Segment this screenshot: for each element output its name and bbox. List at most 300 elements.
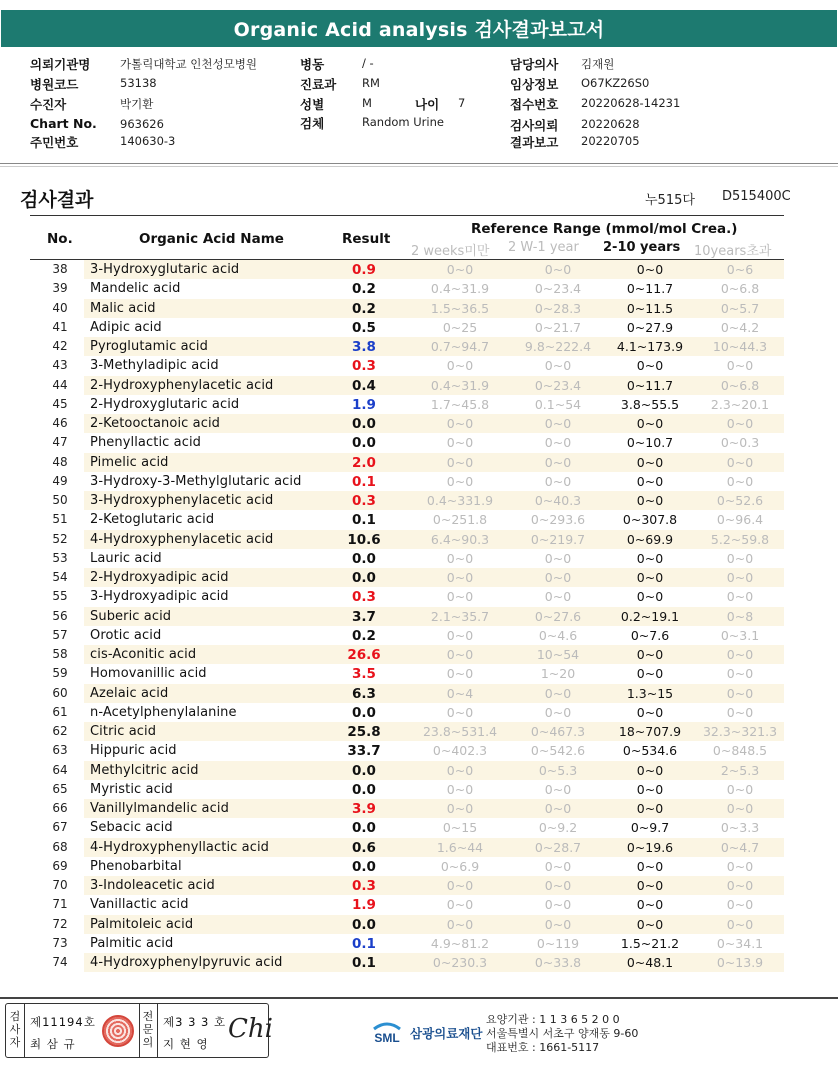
examiner-license: 제11194호 xyxy=(30,1015,96,1029)
cell-ref-10years: 0~0 xyxy=(726,454,754,470)
cell-ref-2w-1year: 0~0 xyxy=(544,704,572,720)
cell-result: 2.0 xyxy=(352,454,376,471)
cell-result: 0.0 xyxy=(352,570,376,586)
cell-result: 0.0 xyxy=(352,704,376,721)
cell-no: 48 xyxy=(52,454,68,469)
table-row xyxy=(30,915,784,934)
cell-ref-2-10years: 1.5~21.2 xyxy=(620,935,680,951)
cell-acid-name: Azelaic acid xyxy=(90,685,169,701)
cell-ref-2weeks: 0~0 xyxy=(446,762,474,778)
label-department: 진료과 xyxy=(300,77,337,92)
seal-stamp-icon xyxy=(102,1015,134,1047)
label-patient: 수진자 xyxy=(30,97,67,112)
cell-result: 0.2 xyxy=(352,281,376,298)
cell-result: 1.9 xyxy=(352,396,376,413)
cell-acid-name: Homovanillic acid xyxy=(90,666,207,682)
table-row xyxy=(30,453,784,472)
footer-divider xyxy=(0,997,838,999)
cell-ref-2-10years: 0~10.7 xyxy=(626,435,674,451)
cell-ref-2-10years: 0~0 xyxy=(636,878,664,893)
cell-ref-10years: 0~0 xyxy=(726,570,754,585)
cell-ref-2weeks: 0~0 xyxy=(446,570,474,585)
cell-ref-10years: 0~0 xyxy=(726,589,754,605)
cell-ref-2w-1year: 0~219.7 xyxy=(530,531,586,547)
cell-acid-name: Sebacic acid xyxy=(90,820,173,836)
cell-no: 41 xyxy=(52,319,68,334)
cell-result: 0.0 xyxy=(352,916,376,933)
cell-ref-2-10years: 0~0 xyxy=(636,647,664,662)
cell-ref-2w-1year: 0~27.6 xyxy=(534,608,582,624)
value-requesting-institution: 가톨릭대학교 인천성모병원 xyxy=(120,57,257,71)
cell-ref-10years: 0~6.8 xyxy=(720,377,760,393)
cell-result: 0.9 xyxy=(352,262,376,278)
cell-ref-2weeks: 0~0 xyxy=(446,473,474,489)
cell-acid-name: Adipic acid xyxy=(90,319,162,335)
label-clinical-info: 임상정보 xyxy=(510,77,559,92)
cell-no: 52 xyxy=(52,531,68,546)
cell-ref-2-10years: 4.1~173.9 xyxy=(616,339,684,354)
cell-no: 40 xyxy=(52,300,68,315)
cell-acid-name: Methylcitric acid xyxy=(90,762,199,778)
cell-ref-2-10years: 0~27.9 xyxy=(626,319,674,335)
cell-ref-2w-1year: 0~4.6 xyxy=(538,627,578,643)
cell-ref-2weeks: 0~0 xyxy=(446,416,474,431)
cell-acid-name: 3-Hydroxy-3-Methylglutaric acid xyxy=(90,473,302,489)
cell-ref-10years: 0~13.9 xyxy=(716,955,764,970)
cell-no: 50 xyxy=(52,493,68,507)
table-row xyxy=(30,568,784,587)
cell-ref-2-10years: 0~0 xyxy=(636,704,664,720)
cell-no: 61 xyxy=(52,704,68,719)
cell-ref-10years: 0~3.3 xyxy=(720,820,760,836)
cell-ref-10years: 0~0 xyxy=(726,550,754,566)
cell-ref-2-10years: 0~0 xyxy=(636,454,664,470)
cell-no: 58 xyxy=(52,647,68,661)
cell-ref-2weeks: 1.7~45.8 xyxy=(430,396,490,412)
cell-no: 65 xyxy=(52,781,68,796)
cell-no: 74 xyxy=(52,955,68,969)
cell-acid-name: 4-Hydroxyphenylacetic acid xyxy=(90,531,274,547)
cell-no: 54 xyxy=(52,570,68,584)
info-divider xyxy=(0,163,838,164)
specialist-name: 지 현 영 xyxy=(163,1037,209,1051)
cell-acid-name: 2-Ketoglutaric acid xyxy=(90,512,215,528)
cell-ref-2-10years: 0~0 xyxy=(636,416,664,431)
table-row xyxy=(30,318,784,337)
cell-ref-2-10years: 0~0 xyxy=(636,262,664,277)
cell-ref-2w-1year: 0~293.6 xyxy=(530,512,586,528)
cell-acid-name: Phenobarbital xyxy=(90,858,182,874)
cell-acid-name: 3-Hydroxyadipic acid xyxy=(90,589,229,605)
code-test: D515400C xyxy=(722,189,791,204)
cell-ref-2w-1year: 0~0 xyxy=(544,454,572,470)
cell-acid-name: Phenyllactic acid xyxy=(90,435,202,451)
cell-ref-2weeks: 23.8~531.4 xyxy=(422,724,498,739)
value-chart-no: 963626 xyxy=(120,117,164,131)
cell-ref-2weeks: 0~0 xyxy=(446,781,474,797)
cell-no: 57 xyxy=(52,627,68,642)
cell-no: 72 xyxy=(52,916,68,931)
label-receipt-no: 접수번호 xyxy=(510,97,559,112)
cell-ref-10years: 0~3.1 xyxy=(720,627,760,643)
table-row xyxy=(30,684,784,703)
cell-result: 3.8 xyxy=(352,339,376,355)
cell-ref-2weeks: 0~230.3 xyxy=(432,955,488,970)
cell-ref-2w-1year: 0~0 xyxy=(544,473,572,489)
cell-ref-2weeks: 0~4 xyxy=(446,685,474,701)
cell-ref-2weeks: 6.4~90.3 xyxy=(430,531,490,547)
cell-ref-2weeks: 0~0 xyxy=(446,916,474,932)
cell-ref-2weeks: 0~0 xyxy=(446,647,474,662)
sml-logo-icon xyxy=(370,1017,404,1051)
label-ward: 병동 xyxy=(300,57,325,72)
cell-result: 0.4 xyxy=(352,377,376,394)
cell-ref-10years: 0~0 xyxy=(726,878,754,893)
table-row xyxy=(30,472,784,491)
stamp-divider xyxy=(24,1004,25,1057)
cell-ref-2w-1year: 0~542.6 xyxy=(530,743,586,759)
cell-ref-2-10years: 0~0 xyxy=(636,473,664,489)
cell-result: 3.9 xyxy=(352,801,376,817)
cell-ref-2w-1year: 0~33.8 xyxy=(534,955,582,970)
cell-ref-2weeks: 4.9~81.2 xyxy=(430,935,490,951)
cell-acid-name: Mandelic acid xyxy=(90,281,181,297)
cell-no: 43 xyxy=(52,358,68,373)
cell-result: 10.6 xyxy=(347,531,381,548)
cell-acid-name: Malic acid xyxy=(90,300,156,316)
label-request-date: 검사의뢰 xyxy=(510,118,559,133)
cell-result: 0.3 xyxy=(352,589,376,606)
specialist-label: 전 문 의 xyxy=(142,1010,154,1049)
cell-no: 39 xyxy=(52,281,68,296)
cell-ref-2-10years: 0~11.7 xyxy=(626,377,674,393)
cell-acid-name: 2-Hydroxyadipic acid xyxy=(90,570,229,585)
cell-ref-2w-1year: 0~0 xyxy=(544,897,572,913)
cell-ref-2weeks: 0~0 xyxy=(446,435,474,451)
cell-ref-10years: 0~8 xyxy=(726,608,754,624)
cell-no: 53 xyxy=(52,550,68,565)
cell-ref-2-10years: 0~0 xyxy=(636,570,664,585)
cell-ref-2weeks: 0.7~94.7 xyxy=(430,339,490,354)
table-row xyxy=(30,857,784,876)
cell-result: 3.7 xyxy=(352,608,376,625)
value-specimen: Random Urine xyxy=(362,115,444,129)
cell-result: 1.9 xyxy=(352,897,376,914)
cell-ref-10years: 0~0 xyxy=(726,647,754,662)
organization-name: 삼광의료재단 xyxy=(410,1026,483,1041)
value-department: RM xyxy=(362,76,380,90)
table-row xyxy=(30,433,784,452)
cell-acid-name: 2-Hydroxyglutaric acid xyxy=(90,396,240,412)
cell-result: 0.5 xyxy=(352,319,376,336)
label-specimen: 검체 xyxy=(300,116,325,131)
label-resident-no: 주민번호 xyxy=(30,135,79,150)
info-divider-shadow xyxy=(0,166,838,167)
cell-result: 0.0 xyxy=(352,435,376,452)
cell-result: 0.1 xyxy=(352,512,376,529)
cell-ref-2weeks: 0~0 xyxy=(446,358,474,374)
cell-ref-2weeks: 0~25 xyxy=(442,319,478,335)
cell-acid-name: Citric acid xyxy=(90,724,157,739)
label-age: 나이 xyxy=(415,97,440,112)
cell-result: 0.0 xyxy=(352,858,376,875)
table-row xyxy=(30,838,784,857)
header-ref-2-10years: 2-10 years xyxy=(603,240,681,255)
cell-result: 6.3 xyxy=(352,685,376,702)
value-sex: M xyxy=(362,96,372,110)
cell-ref-2w-1year: 0~0 xyxy=(544,685,572,701)
cell-ref-2-10years: 0~11.7 xyxy=(626,281,674,297)
cell-ref-2w-1year: 0~40.3 xyxy=(534,493,582,508)
cell-no: 55 xyxy=(52,589,68,604)
cell-acid-name: Palmitoleic acid xyxy=(90,916,194,932)
cell-ref-2w-1year: 0~28.3 xyxy=(534,300,582,316)
header-ref-2weeks: 2 weeks미만 xyxy=(411,244,490,259)
cell-ref-10years: 32.3~321.3 xyxy=(702,724,778,739)
value-resident-no: 140630-3 xyxy=(120,134,176,148)
label-report-date: 결과보고 xyxy=(510,135,559,150)
cell-ref-10years: 0~0 xyxy=(726,416,754,431)
table-row xyxy=(30,607,784,626)
cell-acid-name: Myristic acid xyxy=(90,781,173,797)
table-row xyxy=(30,953,784,972)
cell-result: 0.0 xyxy=(352,762,376,779)
cell-ref-2-10years: 0~7.6 xyxy=(630,627,670,643)
table-row xyxy=(30,549,784,568)
cell-no: 70 xyxy=(52,878,68,892)
cell-ref-2-10years: 0~0 xyxy=(636,781,664,797)
specialist-license: 제3 3 3 호 xyxy=(163,1015,227,1029)
cell-ref-10years: 0~96.4 xyxy=(716,512,764,528)
value-hospital-code: 53138 xyxy=(120,76,157,90)
cell-ref-2w-1year: 0~0 xyxy=(544,416,572,431)
cell-no: 47 xyxy=(52,435,68,450)
cell-ref-2-10years: 0~48.1 xyxy=(626,955,674,970)
table-row xyxy=(30,645,784,664)
cell-ref-2w-1year: 0~0 xyxy=(544,858,572,874)
cell-ref-10years: 0~0 xyxy=(726,781,754,797)
cell-ref-2weeks: 0~0 xyxy=(446,897,474,913)
label-chart-no: Chart No. xyxy=(30,116,97,131)
table-row xyxy=(30,780,784,799)
cell-no: 46 xyxy=(52,416,68,430)
table-row xyxy=(30,491,784,510)
cell-ref-2weeks: 0~0 xyxy=(446,627,474,643)
cell-result: 0.3 xyxy=(352,358,376,375)
logo-text: SML xyxy=(374,1031,400,1045)
cell-result: 0.0 xyxy=(352,820,376,837)
cell-ref-2-10years: 0~11.5 xyxy=(626,300,674,316)
cell-ref-2w-1year: 0~23.4 xyxy=(534,281,582,297)
cell-result: 26.6 xyxy=(347,647,381,663)
cell-ref-10years: 0~5.7 xyxy=(720,300,760,316)
header-reference-range: Reference Range (mmol/mol Crea.) xyxy=(471,221,738,237)
table-row xyxy=(30,376,784,395)
header-ref-2w-1year: 2 W-1 year xyxy=(508,240,579,255)
cell-acid-name: 2-Hydroxyphenylacetic acid xyxy=(90,377,274,393)
cell-no: 42 xyxy=(52,339,68,353)
cell-ref-2weeks: 0~0 xyxy=(446,704,474,720)
value-receipt-no: 20220628-14231 xyxy=(581,96,681,110)
cell-ref-2-10years: 3.8~55.5 xyxy=(620,396,680,412)
cell-ref-2weeks: 0~251.8 xyxy=(432,512,488,528)
table-row xyxy=(30,260,784,279)
cell-acid-name: 3-Methyladipic acid xyxy=(90,358,219,374)
cell-ref-10years: 0~0 xyxy=(726,358,754,374)
cell-acid-name: cis-Aconitic acid xyxy=(90,647,197,662)
cell-ref-2weeks: 0~0 xyxy=(446,666,474,682)
table-row xyxy=(30,703,784,722)
cell-ref-2-10years: 0~0 xyxy=(636,358,664,374)
cell-acid-name: Pimelic acid xyxy=(90,454,169,470)
cell-acid-name: Orotic acid xyxy=(90,627,162,643)
cell-ref-2w-1year: 0~0 xyxy=(544,916,572,932)
cell-no: 51 xyxy=(52,512,68,527)
cell-no: 73 xyxy=(52,935,68,950)
cell-ref-2w-1year: 0~0 xyxy=(544,550,572,566)
cell-no: 45 xyxy=(52,396,68,411)
cell-ref-2weeks: 0.4~331.9 xyxy=(426,493,494,508)
cell-ref-2-10years: 0~0 xyxy=(636,550,664,566)
cell-result: 0.0 xyxy=(352,416,376,432)
cell-ref-2w-1year: 1~20 xyxy=(540,666,576,682)
cell-ref-2w-1year: 0~28.7 xyxy=(534,839,582,855)
cell-no: 49 xyxy=(52,473,68,488)
table-row xyxy=(30,279,784,298)
cell-acid-name: Pyroglutamic acid xyxy=(90,339,208,354)
cell-ref-10years: 0~0 xyxy=(726,666,754,682)
cell-ref-2-10years: 0~0 xyxy=(636,916,664,932)
cell-ref-2w-1year: 0~467.3 xyxy=(530,724,586,739)
cell-ref-2w-1year: 0~21.7 xyxy=(534,319,582,335)
value-age: 7 xyxy=(458,96,466,110)
cell-ref-2-10years: 0~9.7 xyxy=(630,820,670,836)
cell-ref-2w-1year: 0~119 xyxy=(536,935,580,951)
cell-result: 0.0 xyxy=(352,781,376,798)
value-ward: / - xyxy=(362,56,374,70)
cell-ref-2-10years: 0~19.6 xyxy=(626,839,674,855)
value-request-date: 20220628 xyxy=(581,117,640,131)
examiner-label: 검 사 자 xyxy=(9,1010,21,1049)
cell-ref-2weeks: 0.4~31.9 xyxy=(430,377,490,393)
cell-ref-2-10years: 0~0 xyxy=(636,666,664,682)
cell-result: 0.2 xyxy=(352,300,376,317)
cell-result: 0.1 xyxy=(352,955,376,971)
cell-ref-10years: 2~5.3 xyxy=(720,762,760,778)
cell-ref-10years: 0~52.6 xyxy=(716,493,764,508)
cell-ref-2w-1year: 0~0 xyxy=(544,358,572,374)
table-row xyxy=(30,587,784,606)
signature-box xyxy=(5,1003,273,1058)
institution-code: 요양기관 : 1 1 3 6 5 2 0 0 xyxy=(486,1013,620,1026)
cell-acid-name: 4-Hydroxyphenyllactic acid xyxy=(90,839,270,855)
cell-ref-10years: 0~0 xyxy=(726,801,754,816)
cell-ref-10years: 0~0 xyxy=(726,704,754,720)
cell-result: 33.7 xyxy=(347,743,381,760)
cell-no: 64 xyxy=(52,762,68,777)
cell-ref-2-10years: 0~0 xyxy=(636,589,664,605)
cell-ref-2weeks: 0~6.9 xyxy=(440,858,480,874)
cell-ref-2w-1year: 0~23.4 xyxy=(534,377,582,393)
stamp-divider xyxy=(139,1004,140,1057)
cell-acid-name: Vanillactic acid xyxy=(90,897,189,913)
cell-ref-2-10years: 0.2~19.1 xyxy=(620,608,680,624)
table-row xyxy=(30,722,784,741)
cell-acid-name: Palmitic acid xyxy=(90,935,174,951)
cell-ref-2weeks: 0~0 xyxy=(446,262,474,277)
cell-ref-2-10years: 18~707.9 xyxy=(618,724,682,739)
cell-ref-2w-1year: 10~54 xyxy=(536,647,580,662)
header-result: Result xyxy=(342,231,391,247)
cell-ref-10years: 0~0.3 xyxy=(720,435,760,451)
value-doctor: 김재원 xyxy=(581,57,615,71)
signature: Chi xyxy=(228,1014,273,1044)
table-row xyxy=(30,934,784,953)
cell-ref-2weeks: 0~0 xyxy=(446,454,474,470)
cell-no: 38 xyxy=(52,262,68,276)
organization-info xyxy=(486,1013,638,1055)
cell-acid-name: 3-Indoleacetic acid xyxy=(90,878,215,893)
cell-ref-10years: 0~4.2 xyxy=(720,319,760,335)
cell-ref-2w-1year: 0~0 xyxy=(544,878,572,893)
value-clinical-info: O67KZ26S0 xyxy=(581,76,650,90)
cell-ref-10years: 10~44.3 xyxy=(712,339,768,354)
cell-ref-10years: 0~6 xyxy=(726,262,754,277)
cell-ref-10years: 0~0 xyxy=(726,916,754,932)
cell-acid-name: 3-Hydroxyphenylacetic acid xyxy=(90,493,274,508)
cell-ref-10years: 5.2~59.8 xyxy=(710,531,770,547)
table-row xyxy=(30,414,784,433)
table-row xyxy=(30,818,784,837)
cell-ref-2weeks: 1.6~44 xyxy=(436,839,484,855)
cell-no: 68 xyxy=(52,839,68,854)
header-no: No. xyxy=(47,231,73,247)
cell-ref-2-10years: 1.3~15 xyxy=(626,685,674,701)
cell-ref-2weeks: 0~0 xyxy=(446,801,474,816)
cell-ref-2-10years: 0~534.6 xyxy=(622,743,678,759)
cell-ref-2w-1year: 0~0 xyxy=(544,589,572,605)
cell-ref-2weeks: 0~0 xyxy=(446,589,474,605)
cell-ref-10years: 0~0 xyxy=(726,897,754,913)
table-row xyxy=(30,664,784,683)
cell-ref-2weeks: 0~402.3 xyxy=(432,743,488,759)
cell-ref-2-10years: 0~307.8 xyxy=(622,512,678,528)
cell-ref-2-10years: 0~0 xyxy=(636,897,664,913)
stamp-divider xyxy=(157,1004,158,1057)
cell-ref-2w-1year: 9.8~222.4 xyxy=(524,339,592,354)
cell-result: 0.3 xyxy=(352,878,376,894)
table-row xyxy=(30,395,784,414)
table-row xyxy=(30,895,784,914)
cell-ref-2w-1year: 0~0 xyxy=(544,781,572,797)
cell-ref-10years: 0~34.1 xyxy=(716,935,764,951)
examiner-name: 최 삼 규 xyxy=(30,1037,76,1051)
table-row xyxy=(30,799,784,818)
cell-ref-2w-1year: 0~0 xyxy=(544,262,572,277)
table-row xyxy=(30,876,784,895)
cell-ref-2-10years: 0~0 xyxy=(636,493,664,508)
table-row xyxy=(30,299,784,318)
cell-ref-10years: 0~6.8 xyxy=(720,281,760,297)
organization-phone: 대표번호 : 1661-5117 xyxy=(486,1041,600,1054)
label-hospital-code: 병원코드 xyxy=(30,77,79,92)
cell-ref-2w-1year: 0~9.2 xyxy=(538,820,578,836)
cell-ref-2weeks: 0~0 xyxy=(446,550,474,566)
cell-ref-2weeks: 0~15 xyxy=(442,820,478,836)
cell-ref-2w-1year: 0~0 xyxy=(544,570,572,585)
report-title: Organic Acid analysis 검사결과보고서 xyxy=(1,10,837,47)
label-doctor: 담당의사 xyxy=(510,57,559,72)
